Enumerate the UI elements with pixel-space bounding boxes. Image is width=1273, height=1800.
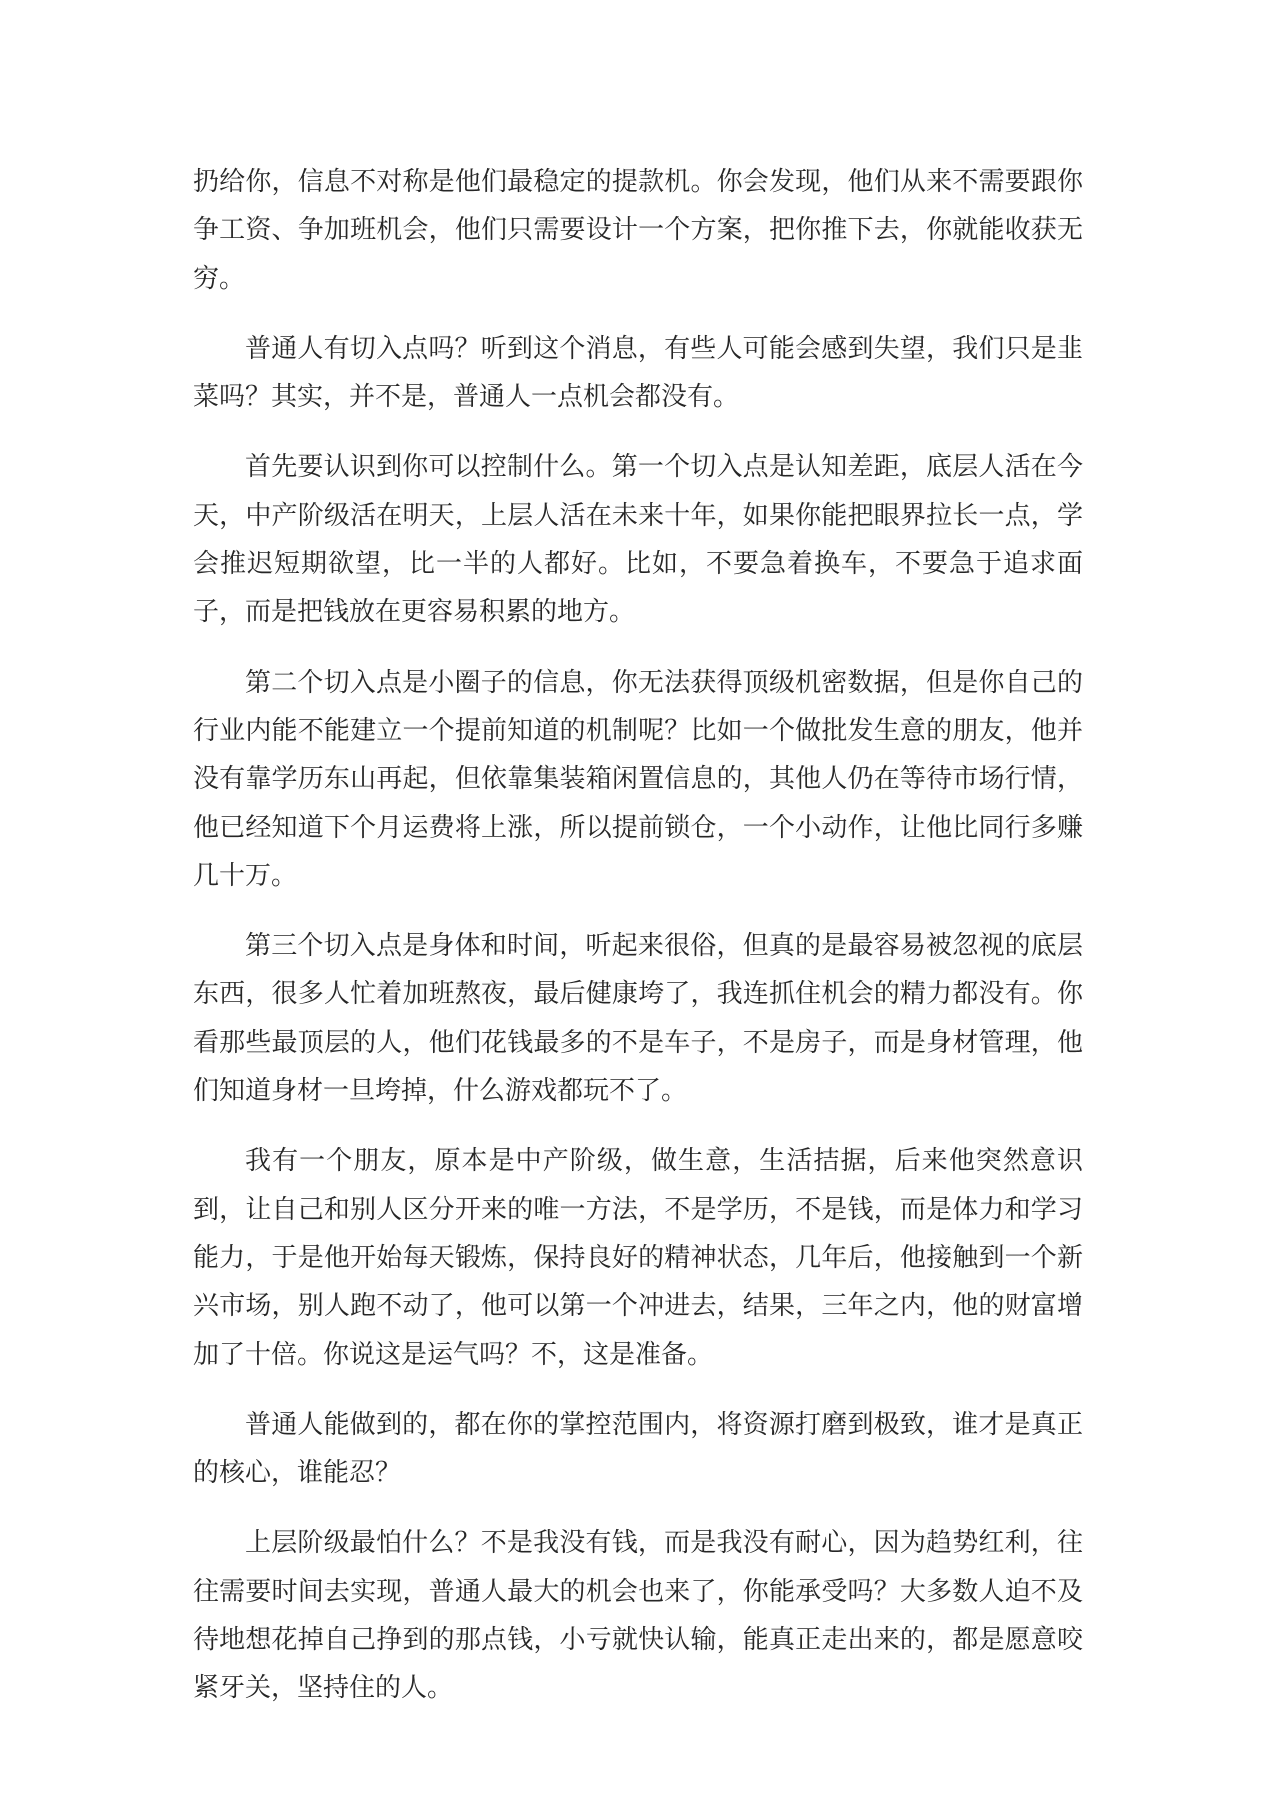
paragraph-1: 扔给你，信息不对称是他们最稳定的提款机。你会发现，他们从来不需要跟你争工资、争加班机会，他们只需要设计一个方案，把你推下去，你就能收获无穷。 [193,167,1083,294]
paragraph-7: 普通人能做到的，都在你的掌控范围内，将资源打磨到极致，谁才是真正的核心，谁能忍？ [193,1409,1083,1489]
paragraph-6: 我有一个朋友，原本是中产阶级，做生意，生活拮据，后来他突然意识到，让自己和别人区分开来的唯一方法，不是学历，不是钱，而是体力和学习能力，于是他开始每天锻炼，保持良好的精神状态，几年后，他接触到一个新兴市场，别人跑不动了，他可以第一个冲进去，结果，三年之内，他的财富增加了十倍。你说这是运气吗？不，这是准备。 [193,1146,1083,1370]
paragraph-3: 首先要认识到你可以控制什么。第一个切入点是认知差距，底层人活在今天，中产阶级活在明天，上层人活在未来十年，如果你能把眼界拉长一点，学会推迟短期欲望，比一半的人都好。比如，不要急着换车，不要急于追求面子，而是把钱放在更容易积累的地方。 [193,452,1083,628]
paragraph-8: 上层阶级最怕什么？不是我没有钱，而是我没有耐心，因为趋势红利，往往需要时间去实现，普通人最大的机会也来了，你能承受吗？大多数人迫不及待地想花掉自己挣到的那点钱，小亏就快认输，能真正走出来的，都是愿意咬紧牙关，坚持住的人。 [193,1528,1083,1704]
paragraph-4: 第二个切入点是小圈子的信息，你无法获得顶级机密数据，但是你自己的行业内能不能建立一个提前知道的机制呢？比如一个做批发生意的朋友，他并没有靠学历东山再起，但依靠集装箱闲置信息的，其他人仍在等待市场行情，他已经知道下个月运费将上涨，所以提前锁仓，一个小动作，让他比同行多赚几十万。 [193,667,1083,891]
document-body [193,158,1083,1735]
paragraph-2: 普通人有切入点吗？听到这个消息，有些人可能会感到失望，我们只是韭菜吗？其实，并不是，普通人一点机会都没有。 [193,333,1083,413]
paragraph-5: 第三个切入点是身体和时间，听起来很俗，但真的是最容易被忽视的底层东西，很多人忙着加班熬夜，最后健康垮了，我连抓住机会的精力都没有。你看那些最顶层的人，他们花钱最多的不是车子，不是房子，而是身材管理，他们知道身材一旦垮掉，什么游戏都玩不了。 [193,931,1083,1107]
